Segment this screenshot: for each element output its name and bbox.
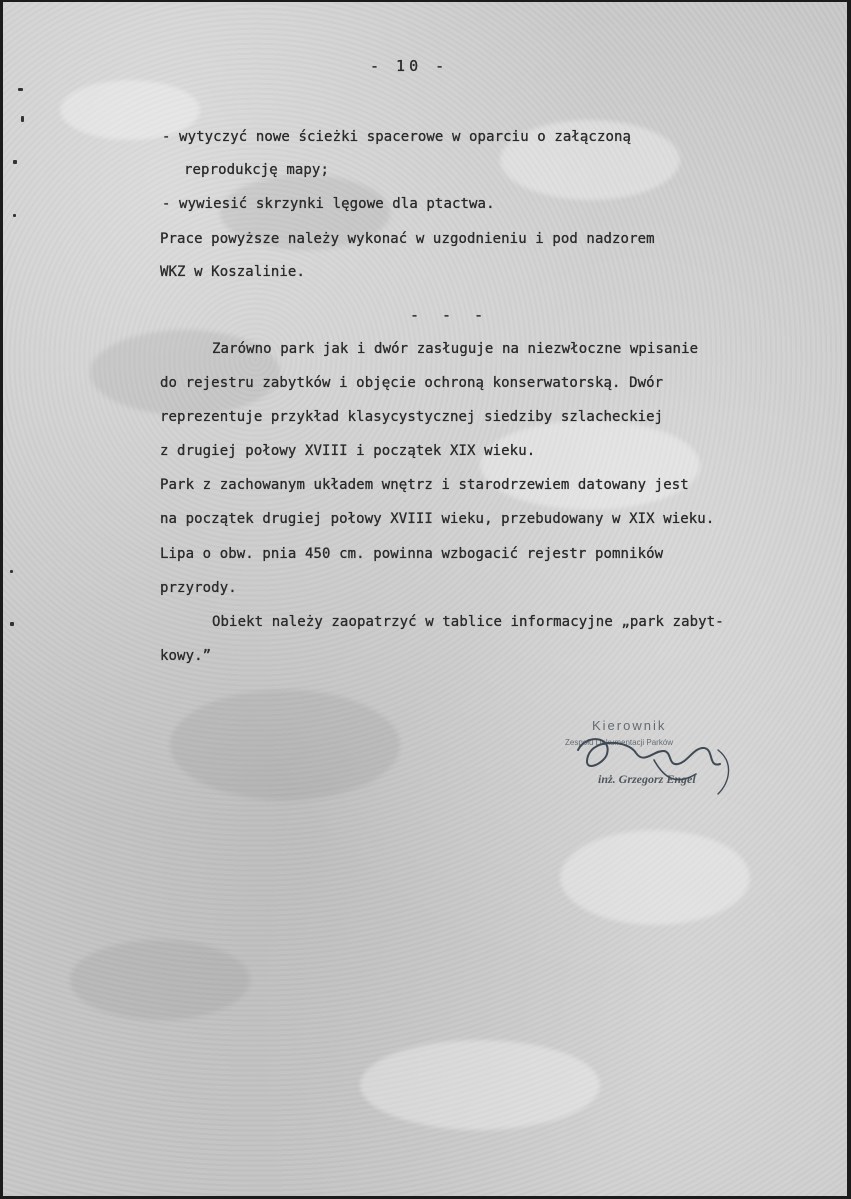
paper-texture (560, 830, 750, 925)
section-separator: - - - (410, 306, 491, 324)
document-line: na początek drugiej połowy XVIII wieku, przebudowany w XIX wieku. (160, 511, 715, 527)
page-border-top (0, 0, 851, 2)
paper-texture (70, 940, 250, 1020)
document-line: Obiekt należy zaopatrzyć w tablice informacyjne „park zabyt- (212, 614, 724, 630)
signature-icon (560, 716, 740, 800)
document-line: reprodukcję mapy; (184, 162, 329, 178)
margin-mark (10, 622, 14, 626)
margin-mark (13, 214, 16, 217)
document-line: kowy.” (160, 648, 212, 664)
document-line: przyrody. (160, 580, 237, 596)
page-border-left (0, 0, 3, 1199)
document-line: Zarówno park jak i dwór zasługuje na niezwłoczne wpisanie (212, 341, 699, 357)
margin-mark (13, 160, 17, 164)
page-number: - 10 - (370, 57, 449, 75)
margin-mark (21, 116, 24, 122)
stamp-subtitle: Zespołu Dokumentacji Parków (565, 738, 674, 747)
document-line: Park z zachowanym układem wnętrz i starodrzewiem datowany jest (160, 477, 689, 493)
document-line: Lipa o obw. pnia 450 cm. powinna wzbogacić rejestr pomników (160, 546, 664, 562)
paper-texture (170, 690, 400, 800)
paper-texture (480, 420, 700, 510)
document-line: do rejestru zabytków i objęcie ochroną konserwatorską. Dwór (160, 375, 664, 391)
margin-mark (18, 88, 23, 91)
stamp-title: Kierownik (592, 718, 667, 733)
document-line: - wywiesić skrzynki lęgowe dla ptactwa. (162, 196, 495, 212)
document-line: reprezentuje przykład klasycystycznej siedziby szlacheckiej (160, 409, 664, 425)
document-line: Prace powyższe należy wykonać w uzgodnieniu i pod nadzorem (160, 231, 655, 247)
page-border-right (847, 0, 851, 1199)
margin-mark (10, 570, 13, 573)
document-line: - wytyczyć nowe ścieżki spacerowe w oparciu o załączoną (162, 129, 632, 145)
document-line: z drugiej połowy XVIII i początek XIX wieku. (160, 443, 536, 459)
stamp-name: inż. Grzegorz Engel (598, 772, 696, 786)
paper-texture (360, 1040, 600, 1130)
official-stamp (560, 716, 740, 800)
document-line: WKZ w Koszalinie. (160, 264, 305, 280)
